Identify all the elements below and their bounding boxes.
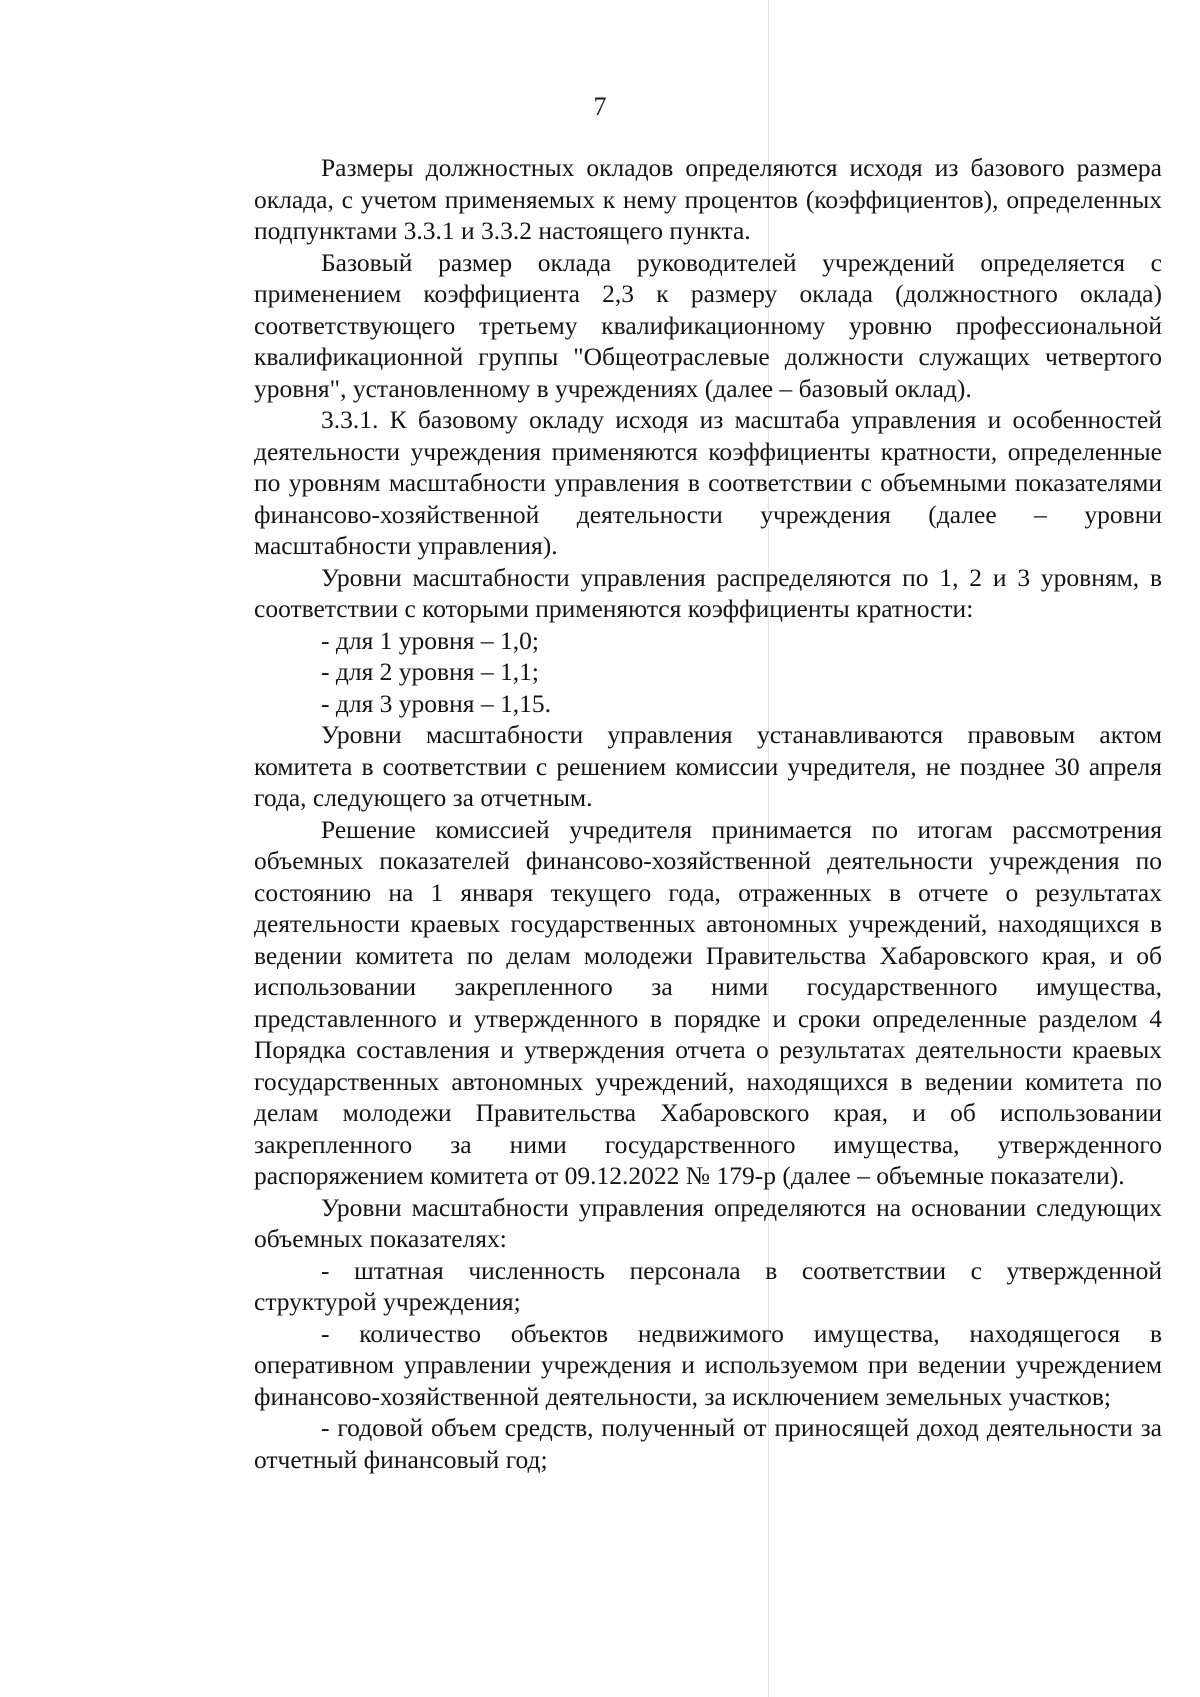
paragraph-3-3-1: 3.3.1. К базовому окладу исходя из масштаба управления и особенностей деятельности учреждения применяются коэффициенты кратности, определенные по уровням масштабности управления в соответствии с объемными показателями финансово-хозяйственной деятельности учреждения (далее – уровни масштабности управления). (254, 405, 1162, 560)
paragraph-levels-distribution: Уровни масштабности управления распределяются по 1, 2 и 3 уровням, в соответствии с которыми применяются коэффициенты кратности: (254, 562, 1162, 623)
paragraph-levels-determined: Уровни масштабности управления определяются на основании следующих объемных показателях: (254, 1192, 1162, 1253)
list-item-annual-income: - годовой объем средств, полученный от приносящей доход деятельности за отчетный финансовый год; (254, 1413, 1162, 1474)
list-item-staff-count: - штатная численность персонала в соответствии с утвержденной структурой учреждения; (254, 1255, 1162, 1316)
list-item-level-3: - для 3 уровня – 1,15. (321, 688, 551, 718)
paragraph-base-salary-heads: Базовый размер оклада руководителей учреждений определяется с применением коэффициента 2,3 к размеру оклада (должностного оклада) соответствующего третьему квалификационному уровню профессиональной квалификационной группы "Общеотраслевые должности служащих четвертого уровня", установленному в учреждениях (далее – базовый оклад). (254, 247, 1162, 403)
list-item-real-estate-count: - количество объектов недвижимого имущества, находящегося в оперативном управлении учреждения и используемом при ведении учреждением финансово-хозяйственной деятельности, за исключением земельных участков; (254, 1318, 1162, 1411)
list-item-level-1: - для 1 уровня – 1,0; (321, 625, 539, 655)
paragraph-levels-established: Уровни масштабности управления устанавливаются правовым актом комитета в соответствии с решением комиссии учредителя, не позднее 30 апреля года, следующего за отчетным. (254, 720, 1162, 812)
list-item-level-2: - для 2 уровня – 1,1; (321, 657, 539, 686)
document-body (254, 152, 1162, 1475)
paragraph-commission-decision: Решение комиссией учредителя принимается по итогам рассмотрения объемных показателей финансово-хозяйственной деятельности учреждения по состоянию на 1 января текущего года, отраженных в отчете о результатах деятельности краевых государственных автономных учреждений, находящихся в ведении комитета по делам молодежи Правительства Хабаровского края, и об использовании закрепленного за ними государственного имущества, представленного и утвержденного в порядке и сроки определенные разделом 4 Порядка составления и утверждения отчета о результатах деятельности краевых государственных автономных учреждений, находящихся в ведении комитета по делам молодежи Правительства Хабаровского края, и об использовании закрепленного за ними государственного имущества, утвержденного распоряжением комитета от 09.12.2022 № 179-р (далее – объемные показатели). (254, 814, 1162, 1190)
page-number: 7 (593, 92, 607, 121)
paragraph-base-salary-sizes: Размеры должностных окладов определяются исходя из базового размера оклада, с учетом применяемых к нему процентов (коэффициентов), определенных подпунктами 3.3.1 и 3.3.2 настоящего пункта. (254, 153, 1162, 245)
